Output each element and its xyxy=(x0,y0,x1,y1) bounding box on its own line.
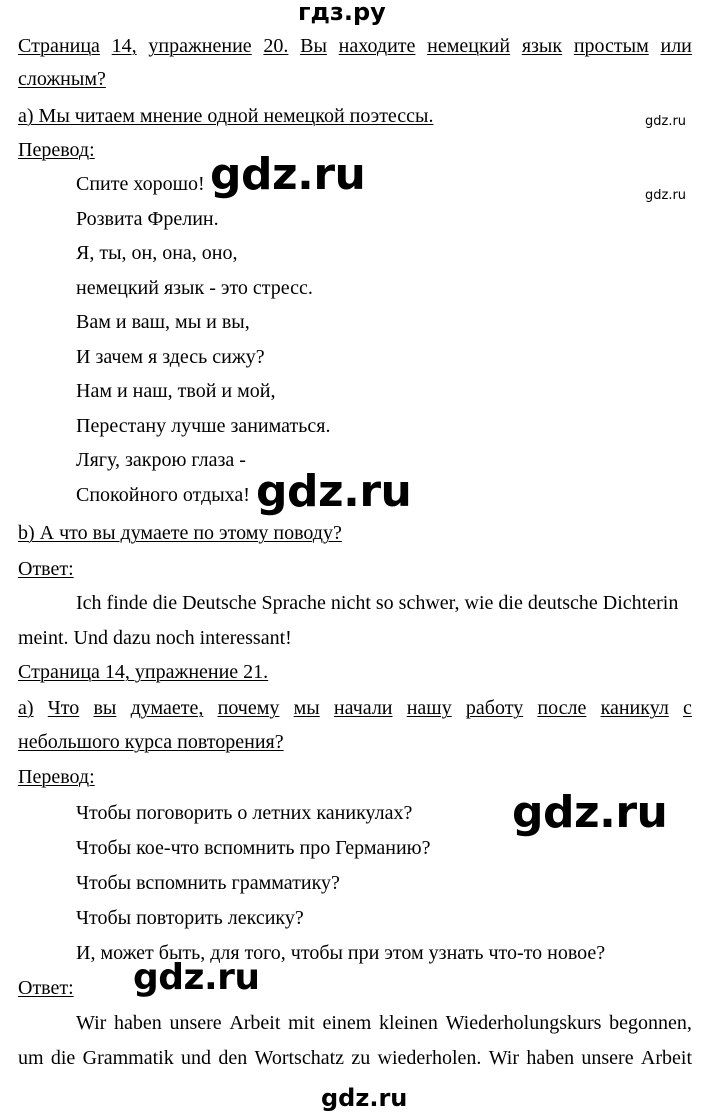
word: den xyxy=(218,1047,248,1069)
poem-line: Лягу, закрою глаза - xyxy=(76,449,246,471)
word: Grammatik xyxy=(82,1047,174,1069)
question-line: Чтобы поговорить о летних каникулах? xyxy=(76,802,413,824)
word: 14, xyxy=(111,35,137,57)
word: немецкий xyxy=(427,35,511,57)
watermark-big-1: gdz.ru xyxy=(210,149,366,200)
word: с xyxy=(683,697,692,719)
footer-watermark: gdz.ru xyxy=(321,1084,408,1112)
task2-answer-label: Ответ: xyxy=(18,977,74,999)
word: mit xyxy=(288,1012,315,1034)
task2-translation-label: Перевод: xyxy=(18,766,95,788)
word: Arbeit xyxy=(229,1012,281,1034)
word: haben xyxy=(113,1012,162,1034)
word: begonnen, xyxy=(609,1012,692,1034)
word: und xyxy=(181,1047,212,1069)
word: 20. xyxy=(263,35,289,57)
word: каникул xyxy=(600,697,669,719)
word: Страница xyxy=(18,35,100,57)
word: находите xyxy=(338,35,416,57)
word: Wortschatz xyxy=(254,1047,345,1069)
word: работу xyxy=(465,697,524,719)
task1-title-line2: сложным? xyxy=(18,68,106,90)
poem-line: Я, ты, он, она, оно, xyxy=(76,242,238,264)
task2-answer-line2 xyxy=(18,1046,692,1070)
poem-line: Розвита Фрелин. xyxy=(76,207,219,230)
word: или xyxy=(660,35,692,57)
word: простым xyxy=(573,35,649,57)
question-line: Чтобы повторить лексику? xyxy=(76,907,304,929)
word: unsere xyxy=(581,1047,634,1069)
word: Arbeit xyxy=(640,1047,692,1069)
poem-line: И зачем я здесь сижу? xyxy=(76,345,265,368)
word: думаете, xyxy=(130,697,204,719)
word: Wiederholungskurs xyxy=(445,1012,602,1034)
task2-title: Страница 14, упражнение 21. xyxy=(18,661,269,683)
task1-answer-line1: Ich finde die Deutsche Sprache nicht so schwer, wie die deutsche Dichterin xyxy=(76,592,679,614)
word: Что xyxy=(47,697,80,719)
poem-line: Спокойного отдыха! xyxy=(76,483,250,506)
word: kleinen xyxy=(379,1012,438,1034)
word: wiederholen. xyxy=(377,1047,482,1069)
word: начали xyxy=(333,697,393,719)
word: почему xyxy=(217,697,280,719)
task2-part-a-line1 xyxy=(18,696,692,720)
word: die xyxy=(50,1047,76,1069)
word: a) xyxy=(18,697,34,719)
watermark-small-1: gdz.ru xyxy=(645,114,687,129)
poem-line: Спите хорошо! xyxy=(76,173,205,195)
question-line: Чтобы кое-что вспомнить про Германию? xyxy=(76,837,431,859)
task1-answer-line2: meint. Und dazu noch interessant! xyxy=(18,627,292,649)
task1-answer-label: Ответ: xyxy=(18,558,74,580)
word: язык xyxy=(521,35,563,57)
word: zu xyxy=(351,1047,371,1069)
question-line: Чтобы вспомнить грамматику? xyxy=(76,872,340,894)
watermark-big-2: gdz.ru xyxy=(256,466,412,517)
watermark-big-4: gdz.ru xyxy=(133,957,260,998)
task2-answer-line1 xyxy=(76,1011,692,1035)
word: Wir xyxy=(76,1012,107,1034)
task2-part-a-line2: небольшого курса повторения? xyxy=(18,731,284,753)
word: после xyxy=(537,697,587,719)
word: нашу xyxy=(406,697,452,719)
word: Wir xyxy=(488,1047,519,1069)
poem-line: немецкий язык - это стресс. xyxy=(76,276,313,299)
word: haben xyxy=(526,1047,575,1069)
task1-part-b: b) А что вы думаете по этому поводу? xyxy=(18,522,342,544)
word: Вы xyxy=(300,35,327,57)
watermark-small-2: gdz.ru xyxy=(645,188,687,203)
word: einem xyxy=(322,1012,372,1034)
word: упражнение xyxy=(148,35,252,57)
poem-line: Вам и ваш, мы и вы, xyxy=(76,311,250,333)
question-line: И, может быть, для того, чтобы при этом узнать что-то новое? xyxy=(76,942,606,964)
word: unsere xyxy=(169,1012,222,1034)
site-title: гдз.ру xyxy=(298,0,386,26)
word: мы xyxy=(293,697,320,719)
task1-translation-label: Перевод: xyxy=(18,139,95,161)
poem-line: Нам и наш, твой и мой, xyxy=(76,380,276,402)
word: um xyxy=(18,1047,44,1069)
task1-title-line1 xyxy=(18,34,692,58)
watermark-big-3: gdz.ru xyxy=(512,787,668,838)
poem-line: Перестану лучше заниматься. xyxy=(76,414,331,437)
task1-part-a: a) Мы читаем мнение одной немецкой поэтессы. xyxy=(18,105,434,127)
word: вы xyxy=(93,697,117,719)
